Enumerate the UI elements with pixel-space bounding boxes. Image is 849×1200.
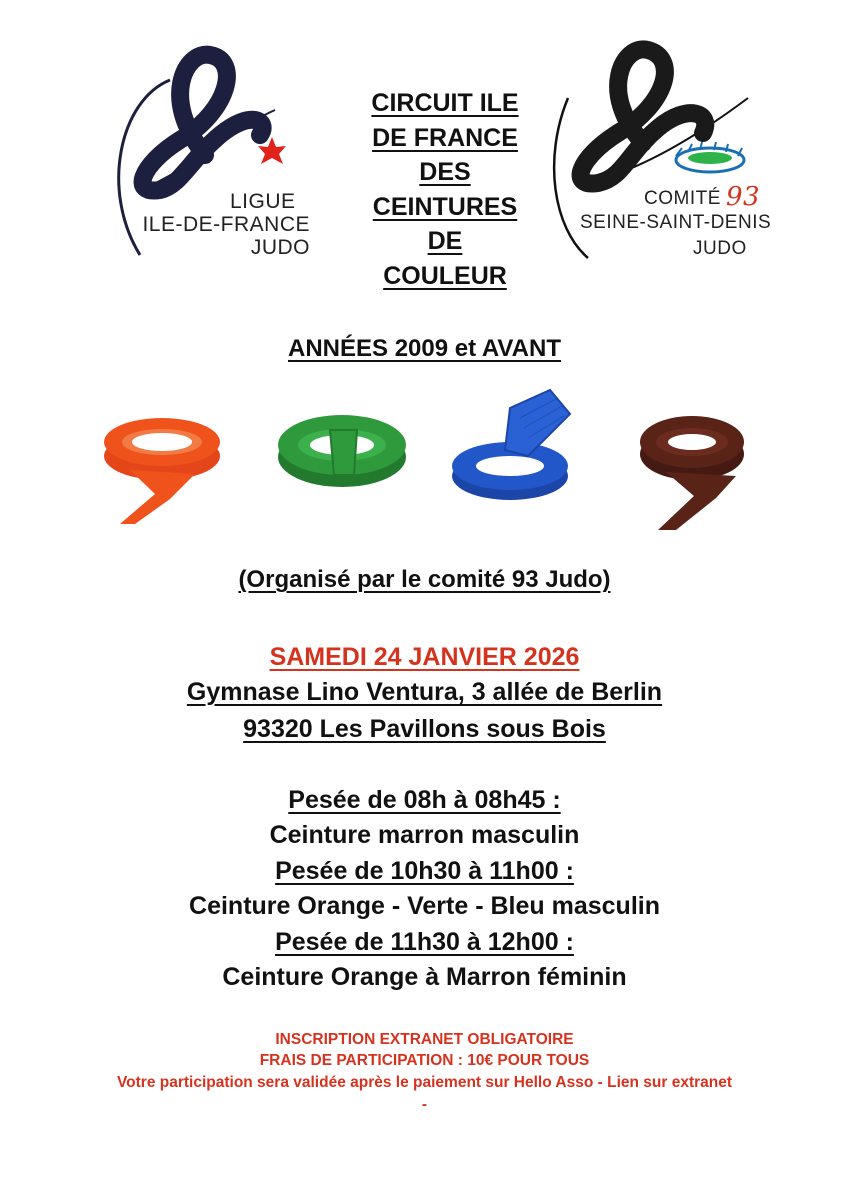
logo-right-line3: JUDO bbox=[693, 238, 747, 259]
logo-right-line2: SEINE-SAINT-DENIS bbox=[580, 212, 772, 233]
title-line-5: DE bbox=[427, 227, 463, 255]
weighin-3-text: Pesée de 11h30 à 12h00 : bbox=[275, 928, 574, 956]
green-belt bbox=[272, 405, 412, 500]
category-3: Ceinture Orange à Marron féminin bbox=[222, 963, 627, 991]
event-title bbox=[330, 86, 560, 293]
category-1: Ceinture marron masculin bbox=[269, 821, 580, 849]
logo-right-line1: COMITÉ bbox=[644, 188, 721, 209]
footer-fee: FRAIS DE PARTICIPATION : 10€ POUR TOUS bbox=[259, 1052, 590, 1069]
venue-line-2-text: 93320 Les Pavillons sous Bois bbox=[243, 715, 606, 743]
footer-registration: INSCRIPTION EXTRANET OBLIGATOIRE bbox=[275, 1031, 574, 1048]
blue-belt-icon bbox=[450, 388, 578, 514]
green-belt-icon bbox=[272, 405, 412, 495]
venue-line-1-text: Gymnase Lino Ventura, 3 allée de Berlin bbox=[186, 678, 663, 706]
title-line-2: DE FRANCE bbox=[372, 123, 518, 152]
years-text: ANNÉES 2009 et AVANT bbox=[288, 335, 561, 362]
comite-93-judo-logo bbox=[548, 38, 788, 268]
organiser bbox=[0, 566, 849, 594]
weighin-1 bbox=[0, 786, 849, 815]
footer-dash: - bbox=[421, 1096, 428, 1113]
orange-belt-icon bbox=[100, 404, 226, 528]
title-line-3: DES bbox=[419, 158, 471, 186]
brown-belt bbox=[636, 398, 748, 551]
stadium-icon bbox=[676, 142, 744, 172]
age-category bbox=[0, 335, 849, 363]
footer-payment-note: Votre participation sera validée après le paiement sur Hello Asso - Lien sur extranet bbox=[116, 1074, 733, 1091]
venue-line-1 bbox=[0, 678, 849, 707]
weighin-2 bbox=[0, 857, 849, 886]
weighin-1-text: Pesée de 08h à 08h45 : bbox=[288, 786, 561, 814]
event-date-text: SAMEDI 24 JANVIER 2026 bbox=[269, 643, 580, 671]
logo-left-line3: JUDO bbox=[250, 236, 310, 259]
event-date bbox=[0, 643, 849, 672]
ligue-idf-judo-logo bbox=[100, 40, 330, 270]
weighin-3 bbox=[0, 928, 849, 957]
organiser-text: (Organisé par le comité 93 Judo) bbox=[238, 566, 611, 593]
category-2: Ceinture Orange - Verte - Bleu masculin bbox=[189, 892, 660, 920]
weighin-2-text: Pesée de 10h30 à 11h00 : bbox=[275, 857, 574, 885]
logo-left-line2: ILE-DE-FRANCE bbox=[142, 213, 310, 236]
logo-left-line1: LIGUE bbox=[230, 190, 296, 213]
title-line-4: CEINTURES bbox=[372, 192, 518, 221]
title-line-1: CIRCUIT ILE bbox=[371, 89, 519, 117]
venue-line-2 bbox=[0, 715, 849, 744]
blue-belt bbox=[450, 388, 578, 519]
title-line-6: COULEUR bbox=[383, 261, 507, 290]
orange-belt bbox=[100, 404, 226, 533]
brown-belt-icon bbox=[636, 398, 748, 546]
logo-right-number: 93 bbox=[726, 182, 761, 212]
